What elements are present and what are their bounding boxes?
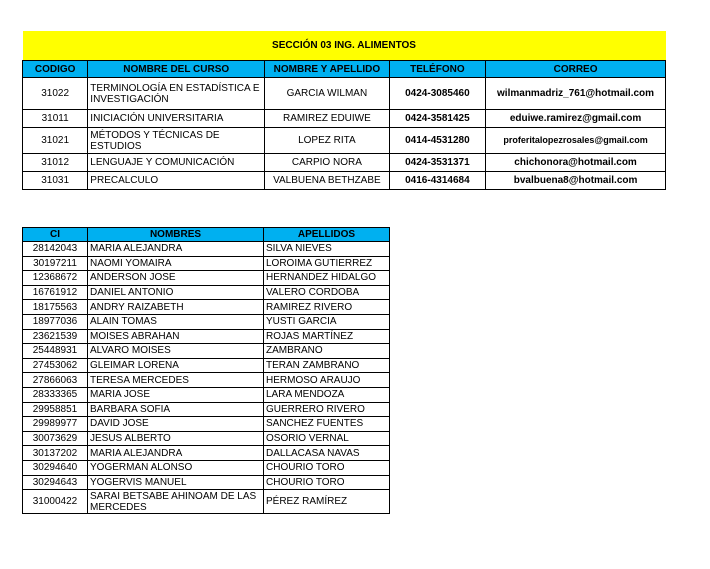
students-body	[23, 242, 390, 514]
student-apellidos: TERAN ZAMBRANO	[264, 358, 390, 373]
student-apellidos: DALLACASA NAVAS	[264, 446, 390, 461]
student-row	[23, 460, 390, 475]
course-row	[23, 110, 666, 128]
course-row	[23, 128, 666, 154]
course-professor: LOPEZ RITA	[265, 128, 390, 154]
student-row	[23, 344, 390, 359]
course-code: 31012	[23, 154, 88, 172]
student-ci: 30137202	[23, 446, 88, 461]
student-nombres: BARBARA SOFIA	[88, 402, 264, 417]
course-name: PRECALCULO	[88, 172, 265, 190]
courses-header-row	[23, 61, 666, 78]
course-name: INICIACIÓN UNIVERSITARIA	[88, 110, 265, 128]
course-code: 31022	[23, 78, 88, 110]
course-row	[23, 154, 666, 172]
course-code: 31011	[23, 110, 88, 128]
course-professor: GARCIA WILMAN	[265, 78, 390, 110]
student-ci: 18977036	[23, 314, 88, 329]
student-row	[23, 475, 390, 490]
course-phone: 0424-3531371	[389, 154, 485, 172]
course-row	[23, 78, 666, 110]
student-apellidos: HERMOSO ARAUJO	[264, 373, 390, 388]
student-apellidos: HERNANDEZ HIDALGO	[264, 271, 390, 286]
student-apellidos: OSORIO VERNAL	[264, 431, 390, 446]
course-email: wilmanmadriz_761@hotmail.com	[486, 78, 666, 110]
header-nombre-apellido: NOMBRE Y APELLIDO	[265, 61, 390, 78]
student-nombres: ANDERSON JOSE	[88, 271, 264, 286]
student-ci: 28142043	[23, 242, 88, 257]
student-ci: 18175563	[23, 300, 88, 315]
student-row	[23, 490, 390, 514]
student-ci: 30294643	[23, 475, 88, 490]
student-row	[23, 446, 390, 461]
course-row	[23, 172, 666, 190]
header-nombres: NOMBRES	[88, 228, 264, 242]
student-apellidos: ZAMBRANO	[264, 344, 390, 359]
student-apellidos: RAMIREZ RIVERO	[264, 300, 390, 315]
course-email: chichonora@hotmail.com	[486, 154, 666, 172]
student-row	[23, 387, 390, 402]
student-nombres: ALAIN TOMAS	[88, 314, 264, 329]
student-ci: 30073629	[23, 431, 88, 446]
student-nombres: MOISES ABRAHAN	[88, 329, 264, 344]
student-nombres: TERESA MERCEDES	[88, 373, 264, 388]
student-ci: 16761912	[23, 285, 88, 300]
student-apellidos: CHOURIO TORO	[264, 460, 390, 475]
student-ci: 30197211	[23, 256, 88, 271]
header-nombre-curso: NOMBRE DEL CURSO	[88, 61, 265, 78]
student-ci: 30294640	[23, 460, 88, 475]
student-row	[23, 314, 390, 329]
header-telefono: TELÉFONO	[389, 61, 485, 78]
student-nombres: ALVARO MOISES	[88, 344, 264, 359]
student-apellidos: VALERO CORDOBA	[264, 285, 390, 300]
course-phone: 0414-4531280	[389, 128, 485, 154]
student-row	[23, 329, 390, 344]
student-nombres: SARAI BETSABE AHINOAM DE LAS MERCEDES	[88, 490, 264, 514]
course-professor: RAMIREZ EDUIWE	[265, 110, 390, 128]
student-nombres: NAOMI YOMAIRA	[88, 256, 264, 271]
course-code: 31021	[23, 128, 88, 154]
student-nombres: DANIEL ANTONIO	[88, 285, 264, 300]
student-nombres: MARIA ALEJANDRA	[88, 242, 264, 257]
course-phone: 0424-3085460	[389, 78, 485, 110]
student-apellidos: PÉREZ RAMÍREZ	[264, 490, 390, 514]
student-apellidos: LOROIMA GUTIERREZ	[264, 256, 390, 271]
student-ci: 25448931	[23, 344, 88, 359]
student-row	[23, 242, 390, 257]
student-apellidos: YUSTI GARCIA	[264, 314, 390, 329]
course-professor: VALBUENA BETHZABE	[265, 172, 390, 190]
section-title: SECCIÓN 03 ING. ALIMENTOS	[23, 31, 666, 61]
student-apellidos: ROJAS MARTÍNEZ	[264, 329, 390, 344]
student-row	[23, 256, 390, 271]
header-ci: CI	[23, 228, 88, 242]
student-ci: 27453062	[23, 358, 88, 373]
students-header-row	[23, 228, 390, 242]
header-apellidos: APELLIDOS	[264, 228, 390, 242]
header-codigo: CODIGO	[23, 61, 88, 78]
student-apellidos: GUERRERO RIVERO	[264, 402, 390, 417]
student-nombres: MARIA JOSE	[88, 387, 264, 402]
students-table	[22, 227, 390, 514]
course-professor: CARPIO NORA	[265, 154, 390, 172]
student-apellidos: CHOURIO TORO	[264, 475, 390, 490]
course-code: 31031	[23, 172, 88, 190]
student-ci: 31000422	[23, 490, 88, 514]
student-ci: 12368672	[23, 271, 88, 286]
course-email: bvalbuena8@hotmail.com	[486, 172, 666, 190]
course-name: LENGUAJE Y COMUNICACIÓN	[88, 154, 265, 172]
student-ci: 29989977	[23, 417, 88, 432]
student-row	[23, 402, 390, 417]
student-ci: 29958851	[23, 402, 88, 417]
student-nombres: ANDRY RAIZABETH	[88, 300, 264, 315]
student-row	[23, 358, 390, 373]
courses-table	[22, 31, 666, 190]
student-ci: 27866063	[23, 373, 88, 388]
course-email: proferitalopezrosales@gmail.com	[486, 128, 666, 154]
student-nombres: JESUS ALBERTO	[88, 431, 264, 446]
student-nombres: MARIA ALEJANDRA	[88, 446, 264, 461]
course-name: MÉTODOS Y TÉCNICAS DE ESTUDIOS	[88, 128, 265, 154]
header-correo: CORREO	[486, 61, 666, 78]
student-nombres: DAVID JOSE	[88, 417, 264, 432]
student-apellidos: LARA MENDOZA	[264, 387, 390, 402]
student-row	[23, 300, 390, 315]
student-apellidos: SILVA NIEVES	[264, 242, 390, 257]
course-email: eduiwe.ramirez@gmail.com	[486, 110, 666, 128]
student-ci: 23621539	[23, 329, 88, 344]
student-row	[23, 417, 390, 432]
student-nombres: GLEIMAR LORENA	[88, 358, 264, 373]
course-phone: 0416-4314684	[389, 172, 485, 190]
student-row	[23, 431, 390, 446]
course-phone: 0424-3581425	[389, 110, 485, 128]
student-row	[23, 373, 390, 388]
student-row	[23, 271, 390, 286]
course-name: TERMINOLOGÍA EN ESTADÍSTICA E INVESTIGACIÓN	[88, 78, 265, 110]
student-nombres: YOGERMAN ALONSO	[88, 460, 264, 475]
student-apellidos: SANCHEZ FUENTES	[264, 417, 390, 432]
student-row	[23, 285, 390, 300]
student-nombres: YOGERVIS MANUEL	[88, 475, 264, 490]
student-ci: 28333365	[23, 387, 88, 402]
